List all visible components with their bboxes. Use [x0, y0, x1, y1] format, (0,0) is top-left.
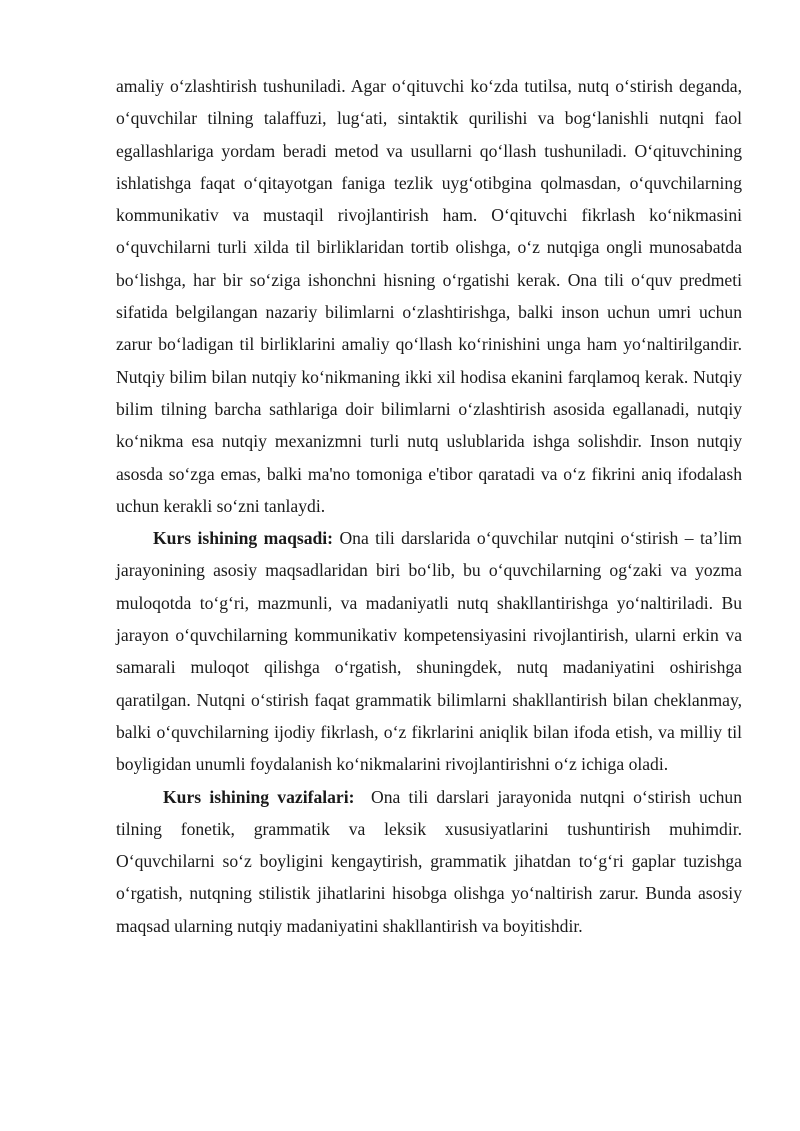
paragraph-intro-text: amaliy o‘zlashtirish tushuniladi. Agar o‘qituvchi ko‘zda tutilsa, nutq o‘stirish deganda, o‘quvchilar tilning talaffuzi, lug‘ati, sintaktik qurilishi va bog‘lanishli nutqni faol egallashlariga yordam beradi metod va usullarni qo‘llash tushuniladi. O‘qituvchining ishlatishga faqat o‘qitayotgan faniga tezlik uyg‘otibgina qolmasdan, o‘quvchilarning kommunikativ va mustaqil rivojlantirish ham. O‘qituvchi fikrlash ko‘nikmasini o‘quvchilarni turli xilda til birliklaridan tortib olishga, o‘z nutqiga ongli munosabatda bo‘lishga, har bir so‘ziga ishonchni hisning o‘rgatishi kerak. Ona tili o‘quv predmeti sifatida belgilangan nazariy bilimlarni o‘zlashtirishga, balki inson uchun umri uchun zarur bo‘ladigan til birliklarini amaliy qo‘llash ko‘rinishini unga ham yo‘naltirilgandir. Nutqiy bilim bilan nutqiy ko‘nikmaning ikki xil hodisa ekanini farqlamoq kerak. Nutqiy bilim tilning barcha sathlariga doir bilimlarni o‘zlashtirish asosida egallanadi, nutqiy ko‘nikma esa nutqiy mexanizmni turli nutq uslublarida ishga solishdir. Inson nutqiy asosda so‘zga emas, balki ma'no tomoniga e'tibor qaratadi va o‘z fikrini aniq ifodalash uchun kerakli so‘zni tanlaydi. [116, 76, 742, 516]
paragraph-goal [116, 522, 742, 780]
paragraph-intro [116, 70, 742, 522]
goal-heading: Kurs ishining maqsadi: [153, 528, 334, 549]
tasks-heading: Kurs ishining vazifalari: [163, 786, 355, 807]
tasks-text: Ona tili darslari jarayonida nutqni o‘stirish uchun tilning fonetik, grammatik va leksik xususiyatlarini tushuntirish muhimdir. O‘quvchilarni so‘z boyligini kengaytirish, grammatik jihatdan to‘g‘ri gaplar tuzishga o‘rgatish, nutqning stilistik jihatlarini hisobga olishga yo‘naltirish zarur. Bunda asosiy maqsad ularning nutqiy madaniyatini shakllantirish va boyitishdir. [116, 786, 747, 936]
paragraph-tasks [116, 781, 747, 942]
goal-text: Ona tili darslarida o‘quvchilar nutqini o‘stirish – ta’lim jarayonining asosiy maqsadlaridan biri bo‘lib, bu o‘quvchilarning og‘zaki va yozma muloqotda to‘g‘ri, mazmunli, va madaniyatli nutq shakllantirishga yo‘naltiriladi. Bu jarayon o‘quvchilarning kommunikativ kompetensiyasini rivojlantirish, ularni erkin va samarali muloqot qilishga o‘rgatish, shuningdek, nutq madaniyatini oshirishga qaratilgan. Nutqni o‘stirish faqat grammatik bilimlarni shakllantirish bilan cheklanmay, balki o‘quvchilarning ijodiy fikrlash, o‘z fikrlarini aniqlik bilan ifoda etish, va milliy til boyligidan unumli foydalanish ko‘nikmalarini rivojlantirishni o‘z ichiga oladi. [116, 528, 742, 775]
